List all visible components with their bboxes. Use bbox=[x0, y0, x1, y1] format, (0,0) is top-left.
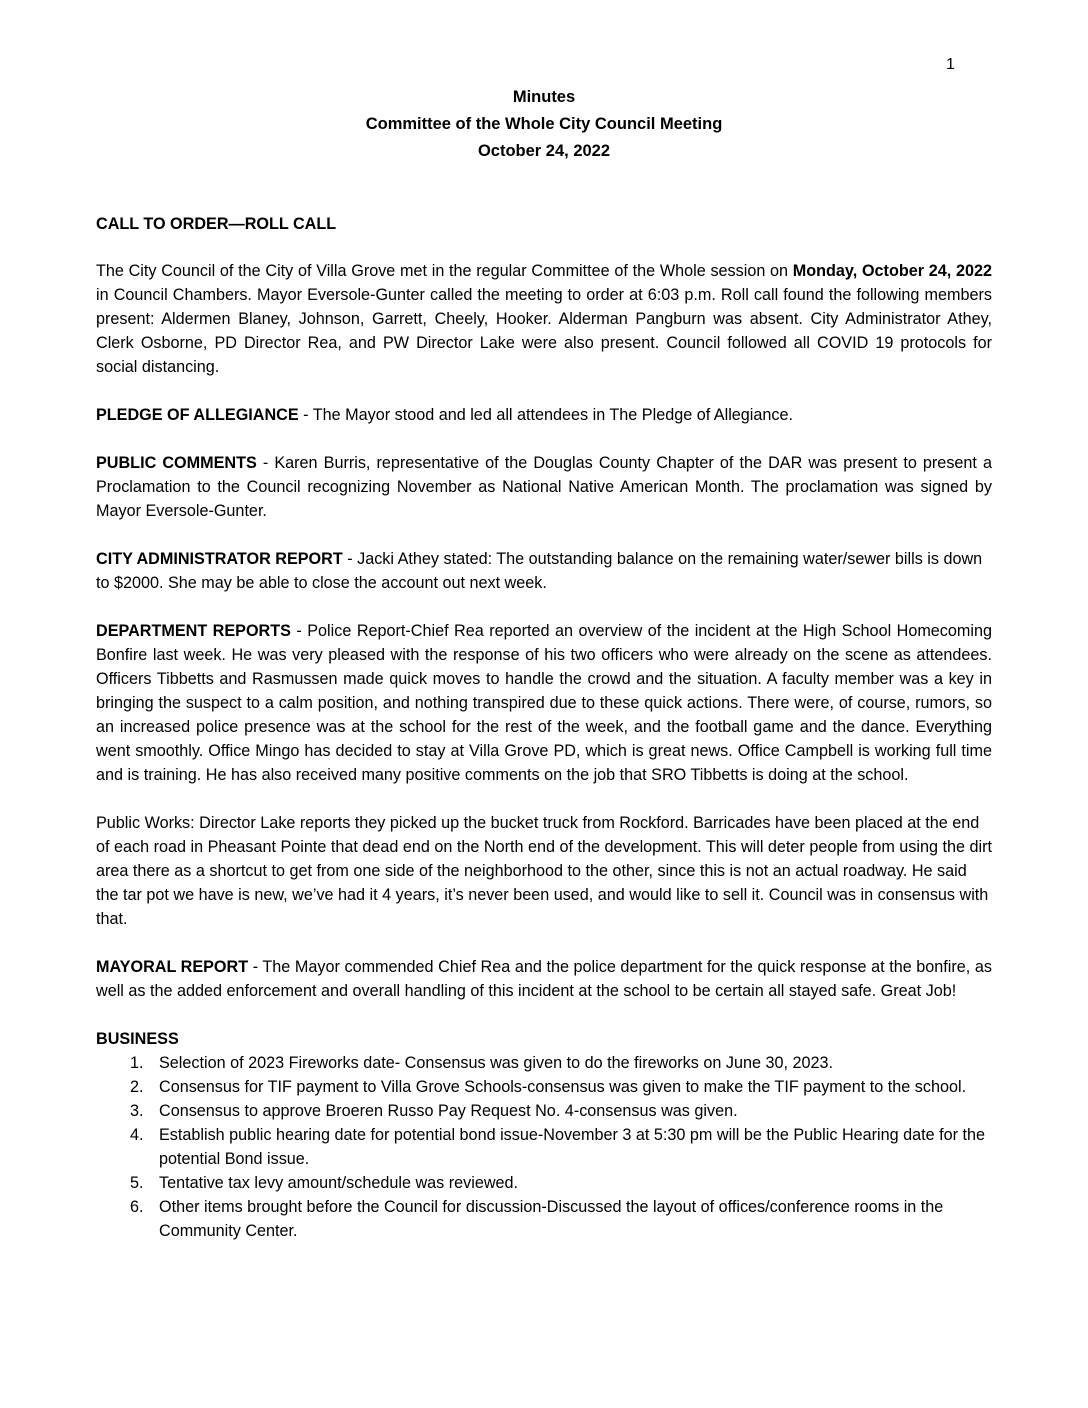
business-item bbox=[96, 1051, 992, 1075]
business-item bbox=[96, 1099, 992, 1123]
business-item-text: Tentative tax levy amount/schedule was reviewed. bbox=[159, 1174, 519, 1192]
city-admin-paragraph bbox=[96, 547, 992, 595]
pledge-label: PLEDGE OF ALLEGIANCE bbox=[96, 406, 299, 424]
public-works-paragraph: Public Works: Director Lake reports they picked up the bucket truck from Rockford. Barricades have been placed at the end of each road in Pheasant Pointe that dead end on the North end of the development. This will deter people from using the dirt area there as a shortcut to get from one side of the neighborhood to the other, since this is not an actual roadway. He said the tar pot we have is new, we’ve had it 4 years, it’s never been used, and would like to sell it. Council was in consensus with that. bbox=[96, 814, 992, 928]
public-comments-label: PUBLIC COMMENTS bbox=[96, 454, 257, 472]
pledge-text: - The Mayor stood and led all attendees in The Pledge of Allegiance. bbox=[298, 406, 793, 424]
business-item bbox=[96, 1171, 992, 1195]
call-to-order-text-a: The City Council of the City of Villa Grove met in the regular Committee of the Whole session on bbox=[96, 262, 793, 280]
city-admin-label: CITY ADMINISTRATOR REPORT bbox=[96, 550, 343, 568]
mayoral-report-text: - The Mayor commended Chief Rea and the police department for the quick response at the bonfire, as well as the added enforcement and overall handling of this incident at the school to be certain all stayed safe. Great Job! bbox=[96, 958, 992, 1000]
business-item-number: 2. bbox=[130, 1078, 144, 1096]
business-item-number: 6. bbox=[130, 1198, 144, 1216]
mayoral-report-paragraph bbox=[96, 955, 992, 1003]
department-reports-paragraph bbox=[96, 619, 992, 787]
business-item bbox=[96, 1123, 992, 1171]
business-item bbox=[96, 1075, 992, 1099]
business-item-text: Establish public hearing date for potential bond issue-November 3 at 5:30 pm will be the Public Hearing date for the potential Bond issue. bbox=[159, 1126, 986, 1168]
document-header bbox=[96, 84, 992, 165]
business-item-number: 3. bbox=[130, 1102, 144, 1120]
call-to-order-paragraph bbox=[96, 259, 992, 379]
mayoral-report-label: MAYORAL REPORT bbox=[96, 958, 249, 976]
business-item-text: Consensus for TIF payment to Villa Grove Schools-consensus was given to make the TIF payment to the school. bbox=[159, 1078, 967, 1096]
page-number: 1 bbox=[946, 56, 955, 73]
city-admin-text: - Jacki Athey stated: The outstanding balance on the remaining water/sewer bills is down to $2000. She may be able to close the account out next week. bbox=[96, 550, 983, 592]
department-reports-text: - Police Report-Chief Rea reported an overview of the incident at the High School Homecoming Bonfire last week. He was very pleased with the response of his two officers who were already on the scene as attendees. Officers Tibbetts and Rasmussen made quick moves to handle the crowd and the situation. A faculty member was a key in bringing the suspect to a calm position, and nothing transpired due to these quick actions. There were, of course, rumors, so an increased police presence was at the school for the rest of the week, and the football game and the dance. Everything went smoothly. Office Mingo has decided to stay at Villa Grove PD, which is great news. Office Campbell is working full time and is training. He has also received many positive comments on the job that SRO Tibbetts is doing at the school. bbox=[96, 622, 992, 784]
title-minutes: Minutes bbox=[512, 88, 576, 106]
business-heading: BUSINESS bbox=[96, 1030, 179, 1048]
title-meeting: Committee of the Whole City Council Meeting bbox=[365, 115, 723, 133]
business-item bbox=[96, 1195, 992, 1243]
department-reports-label: DEPARTMENT REPORTS bbox=[96, 622, 291, 640]
document-body bbox=[96, 212, 992, 1243]
public-comments-text: - Karen Burris, representative of the Douglas County Chapter of the DAR was present to present a Proclamation to the Council recognizing November as National Native American Month. The proclamation was signed by Mayor Eversole-Gunter. bbox=[96, 454, 993, 520]
pledge-paragraph bbox=[96, 403, 992, 427]
public-comments-paragraph bbox=[96, 451, 992, 523]
business-item-number: 4. bbox=[130, 1126, 144, 1144]
business-item-number: 1. bbox=[130, 1054, 144, 1072]
business-item-text: Consensus to approve Broeren Russo Pay Request No. 4-consensus was given. bbox=[159, 1102, 738, 1120]
meeting-date-bold: Monday, October 24, 2022 bbox=[792, 262, 992, 280]
call-to-order-text-b: in Council Chambers. Mayor Eversole-Gunter called the meeting to order at 6:03 p.m. Roll call found the following members present: Aldermen Blaney, Johnson, Garrett, Cheely, Hooker. Alderman Pangburn was absent. City Administrator Athey, Clerk Osborne, PD Director Rea, and PW Director Lake were also present. Council followed all COVID 19 protocols for social distancing. bbox=[96, 286, 992, 376]
business-item-number: 5. bbox=[130, 1174, 144, 1192]
call-to-order-heading: CALL TO ORDER—ROLL CALL bbox=[96, 215, 337, 233]
business-item-text: Selection of 2023 Fireworks date- Consensus was given to do the fireworks on June 30, 2023. bbox=[159, 1054, 833, 1072]
business-list bbox=[96, 1051, 992, 1243]
title-date: October 24, 2022 bbox=[477, 142, 611, 160]
business-item-text: Other items brought before the Council for discussion-Discussed the layout of offices/conference rooms in the Community Center. bbox=[159, 1198, 944, 1240]
